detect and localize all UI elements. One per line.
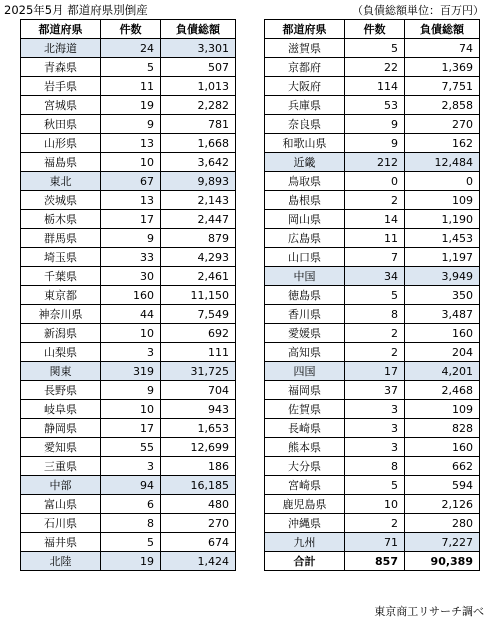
prefecture-cell: 神奈川県	[21, 305, 101, 324]
count-cell: 22	[345, 58, 405, 77]
debt-cell: 480	[161, 495, 236, 514]
table-row	[265, 305, 480, 324]
count-cell: 17	[101, 419, 161, 438]
prefecture-cell: 山梨県	[21, 343, 101, 362]
debt-cell: 662	[405, 457, 480, 476]
prefecture-cell: 四国	[265, 362, 345, 381]
table-row	[21, 324, 236, 343]
table-row	[265, 514, 480, 533]
prefecture-cell: 熊本県	[265, 438, 345, 457]
count-cell: 160	[101, 286, 161, 305]
table-row	[265, 191, 480, 210]
count-cell: 8	[345, 457, 405, 476]
table-row	[265, 476, 480, 495]
debt-cell: 280	[405, 514, 480, 533]
debt-cell: 1,190	[405, 210, 480, 229]
debt-cell: 7,227	[405, 533, 480, 552]
debt-cell: 3,949	[405, 267, 480, 286]
prefecture-cell: 岩手県	[21, 77, 101, 96]
count-cell: 10	[345, 495, 405, 514]
debt-cell: 2,858	[405, 96, 480, 115]
debt-cell: 74	[405, 39, 480, 58]
header-prefecture: 都道府県	[21, 20, 101, 39]
region-subtotal-row	[265, 533, 480, 552]
prefecture-cell: 関東	[21, 362, 101, 381]
prefecture-cell: 鳥取県	[265, 172, 345, 191]
prefecture-cell: 愛媛県	[265, 324, 345, 343]
prefecture-cell: 佐賀県	[265, 400, 345, 419]
debt-cell: 781	[161, 115, 236, 134]
table-row	[265, 324, 480, 343]
table-row	[21, 305, 236, 324]
prefecture-cell: 宮崎県	[265, 476, 345, 495]
debt-cell: 1,653	[161, 419, 236, 438]
debt-cell: 2,461	[161, 267, 236, 286]
table-row	[265, 343, 480, 362]
prefecture-cell: 徳島県	[265, 286, 345, 305]
table-row	[21, 153, 236, 172]
count-cell: 67	[101, 172, 161, 191]
region-subtotal-row	[21, 172, 236, 191]
count-cell: 2	[345, 191, 405, 210]
table-row	[21, 457, 236, 476]
debt-cell: 11,150	[161, 286, 236, 305]
table-row	[21, 533, 236, 552]
prefecture-cell: 石川県	[21, 514, 101, 533]
table-row	[21, 134, 236, 153]
debt-cell: 943	[161, 400, 236, 419]
count-cell: 94	[101, 476, 161, 495]
table-header-row	[265, 20, 480, 39]
region-subtotal-row	[21, 476, 236, 495]
table-row	[21, 495, 236, 514]
debt-cell: 1,369	[405, 58, 480, 77]
prefecture-cell: 茨城県	[21, 191, 101, 210]
count-cell: 13	[101, 191, 161, 210]
debt-cell: 828	[405, 419, 480, 438]
region-subtotal-row	[265, 267, 480, 286]
table-row	[265, 438, 480, 457]
debt-cell: 160	[405, 438, 480, 457]
prefecture-cell: 島根県	[265, 191, 345, 210]
table-row	[265, 286, 480, 305]
count-cell: 11	[345, 229, 405, 248]
prefecture-cell: 京都府	[265, 58, 345, 77]
prefecture-cell: 山口県	[265, 248, 345, 267]
count-cell: 14	[345, 210, 405, 229]
debt-cell: 270	[161, 514, 236, 533]
debt-cell: 3,301	[161, 39, 236, 58]
region-subtotal-row	[21, 39, 236, 58]
table-row	[21, 381, 236, 400]
table-row	[21, 115, 236, 134]
bankruptcy-table-left	[20, 19, 236, 571]
table-row	[265, 58, 480, 77]
table-row	[265, 172, 480, 191]
prefecture-cell: 愛知県	[21, 438, 101, 457]
prefecture-cell: 新潟県	[21, 324, 101, 343]
count-cell: 212	[345, 153, 405, 172]
prefecture-cell: 中国	[265, 267, 345, 286]
prefecture-cell: 和歌山県	[265, 134, 345, 153]
prefecture-cell: 大阪府	[265, 77, 345, 96]
table-row	[21, 400, 236, 419]
region-subtotal-row	[21, 362, 236, 381]
count-cell: 114	[345, 77, 405, 96]
debt-cell: 3,487	[405, 305, 480, 324]
debt-cell: 31,725	[161, 362, 236, 381]
unit-note: （負債総額単位：百万円）	[352, 4, 484, 17]
debt-cell: 594	[405, 476, 480, 495]
debt-cell: 2,447	[161, 210, 236, 229]
prefecture-cell: 九州	[265, 533, 345, 552]
debt-cell: 204	[405, 343, 480, 362]
debt-cell: 4,201	[405, 362, 480, 381]
debt-cell: 692	[161, 324, 236, 343]
prefecture-cell: 福井県	[21, 533, 101, 552]
debt-cell: 0	[405, 172, 480, 191]
table-row	[21, 267, 236, 286]
prefecture-cell: 兵庫県	[265, 96, 345, 115]
prefecture-cell: 秋田県	[21, 115, 101, 134]
debt-cell: 186	[161, 457, 236, 476]
count-cell: 33	[101, 248, 161, 267]
table-row	[21, 343, 236, 362]
prefecture-cell: 滋賀県	[265, 39, 345, 58]
count-cell: 5	[345, 286, 405, 305]
region-subtotal-row	[265, 362, 480, 381]
prefecture-cell: 三重県	[21, 457, 101, 476]
table-row	[21, 438, 236, 457]
count-cell: 34	[345, 267, 405, 286]
count-cell: 3	[345, 438, 405, 457]
debt-cell: 879	[161, 229, 236, 248]
count-cell: 9	[101, 381, 161, 400]
prefecture-cell: 大分県	[265, 457, 345, 476]
count-cell: 5	[101, 58, 161, 77]
debt-cell: 7,751	[405, 77, 480, 96]
prefecture-cell: 群馬県	[21, 229, 101, 248]
header-count: 件数	[345, 20, 405, 39]
count-cell: 11	[101, 77, 161, 96]
count-cell: 3	[345, 400, 405, 419]
total-count: 857	[345, 552, 405, 571]
count-cell: 30	[101, 267, 161, 286]
count-cell: 3	[345, 419, 405, 438]
count-cell: 5	[101, 533, 161, 552]
prefecture-cell: 岡山県	[265, 210, 345, 229]
count-cell: 3	[101, 457, 161, 476]
total-debt: 90,389	[405, 552, 480, 571]
table-row	[265, 495, 480, 514]
table-row	[265, 229, 480, 248]
count-cell: 10	[101, 324, 161, 343]
prefecture-cell: 宮城県	[21, 96, 101, 115]
count-cell: 5	[345, 39, 405, 58]
debt-cell: 7,549	[161, 305, 236, 324]
prefecture-cell: 山形県	[21, 134, 101, 153]
count-cell: 10	[101, 400, 161, 419]
table-row	[265, 210, 480, 229]
debt-cell: 9,893	[161, 172, 236, 191]
region-subtotal-row	[21, 552, 236, 571]
table-row	[21, 419, 236, 438]
debt-cell: 162	[405, 134, 480, 153]
debt-cell: 4,293	[161, 248, 236, 267]
table-row	[21, 77, 236, 96]
table-row	[21, 229, 236, 248]
count-cell: 9	[345, 134, 405, 153]
debt-cell: 111	[161, 343, 236, 362]
prefecture-cell: 中部	[21, 476, 101, 495]
table-row	[21, 58, 236, 77]
table-row	[265, 457, 480, 476]
table-row	[265, 400, 480, 419]
prefecture-cell: 栃木県	[21, 210, 101, 229]
debt-cell: 3,642	[161, 153, 236, 172]
debt-cell: 270	[405, 115, 480, 134]
prefecture-cell: 福島県	[21, 153, 101, 172]
prefecture-cell: 埼玉県	[21, 248, 101, 267]
count-cell: 2	[345, 514, 405, 533]
prefecture-cell: 鹿児島県	[265, 495, 345, 514]
table-row	[265, 77, 480, 96]
count-cell: 71	[345, 533, 405, 552]
table-row	[265, 134, 480, 153]
table-row	[21, 286, 236, 305]
table-row	[265, 96, 480, 115]
prefecture-cell: 高知県	[265, 343, 345, 362]
total-row	[265, 552, 480, 571]
prefecture-cell: 香川県	[265, 305, 345, 324]
prefecture-cell: 東北	[21, 172, 101, 191]
count-cell: 9	[101, 229, 161, 248]
count-cell: 6	[101, 495, 161, 514]
debt-cell: 12,484	[405, 153, 480, 172]
table-row	[21, 191, 236, 210]
count-cell: 2	[345, 343, 405, 362]
count-cell: 17	[345, 362, 405, 381]
table-row	[265, 39, 480, 58]
count-cell: 0	[345, 172, 405, 191]
debt-cell: 2,143	[161, 191, 236, 210]
count-cell: 17	[101, 210, 161, 229]
debt-cell: 507	[161, 58, 236, 77]
debt-cell: 1,013	[161, 77, 236, 96]
debt-cell: 2,126	[405, 495, 480, 514]
header-prefecture: 都道府県	[265, 20, 345, 39]
header-count: 件数	[101, 20, 161, 39]
prefecture-cell: 近畿	[265, 153, 345, 172]
count-cell: 53	[345, 96, 405, 115]
debt-cell: 704	[161, 381, 236, 400]
debt-cell: 2,468	[405, 381, 480, 400]
count-cell: 19	[101, 96, 161, 115]
prefecture-cell: 静岡県	[21, 419, 101, 438]
header-debt: 負債総額	[405, 20, 480, 39]
count-cell: 13	[101, 134, 161, 153]
count-cell: 9	[345, 115, 405, 134]
count-cell: 24	[101, 39, 161, 58]
count-cell: 319	[101, 362, 161, 381]
table-row	[265, 419, 480, 438]
region-subtotal-row	[265, 153, 480, 172]
debt-cell: 2,282	[161, 96, 236, 115]
prefecture-cell: 福岡県	[265, 381, 345, 400]
total-label: 合計	[265, 552, 345, 571]
count-cell: 3	[101, 343, 161, 362]
table-row	[21, 96, 236, 115]
debt-cell: 1,453	[405, 229, 480, 248]
count-cell: 8	[345, 305, 405, 324]
debt-cell: 350	[405, 286, 480, 305]
prefecture-cell: 富山県	[21, 495, 101, 514]
prefecture-cell: 北陸	[21, 552, 101, 571]
debt-cell: 160	[405, 324, 480, 343]
count-cell: 55	[101, 438, 161, 457]
count-cell: 5	[345, 476, 405, 495]
header-debt: 負債総額	[161, 20, 236, 39]
table-row	[265, 381, 480, 400]
debt-cell: 12,699	[161, 438, 236, 457]
count-cell: 8	[101, 514, 161, 533]
prefecture-cell: 東京都	[21, 286, 101, 305]
prefecture-cell: 広島県	[265, 229, 345, 248]
count-cell: 7	[345, 248, 405, 267]
table-row	[21, 514, 236, 533]
debt-cell: 109	[405, 191, 480, 210]
count-cell: 2	[345, 324, 405, 343]
count-cell: 37	[345, 381, 405, 400]
debt-cell: 1,668	[161, 134, 236, 153]
debt-cell: 109	[405, 400, 480, 419]
count-cell: 10	[101, 153, 161, 172]
bankruptcy-table-right	[264, 19, 480, 571]
count-cell: 9	[101, 115, 161, 134]
prefecture-cell: 沖縄県	[265, 514, 345, 533]
prefecture-cell: 長野県	[21, 381, 101, 400]
debt-cell: 674	[161, 533, 236, 552]
count-cell: 19	[101, 552, 161, 571]
prefecture-cell: 長崎県	[265, 419, 345, 438]
table-row	[21, 210, 236, 229]
table-header-row	[21, 20, 236, 39]
prefecture-cell: 青森県	[21, 58, 101, 77]
prefecture-cell: 千葉県	[21, 267, 101, 286]
table-row	[265, 248, 480, 267]
count-cell: 44	[101, 305, 161, 324]
prefecture-cell: 奈良県	[265, 115, 345, 134]
table-row	[265, 115, 480, 134]
debt-cell: 1,197	[405, 248, 480, 267]
table-row	[21, 248, 236, 267]
debt-cell: 1,424	[161, 552, 236, 571]
report-title: 2025年5月 都道府県別倒産	[4, 3, 148, 17]
source-note: 東京商工リサーチ調べ	[374, 605, 484, 618]
prefecture-cell: 岐阜県	[21, 400, 101, 419]
debt-cell: 16,185	[161, 476, 236, 495]
prefecture-cell: 北海道	[21, 39, 101, 58]
